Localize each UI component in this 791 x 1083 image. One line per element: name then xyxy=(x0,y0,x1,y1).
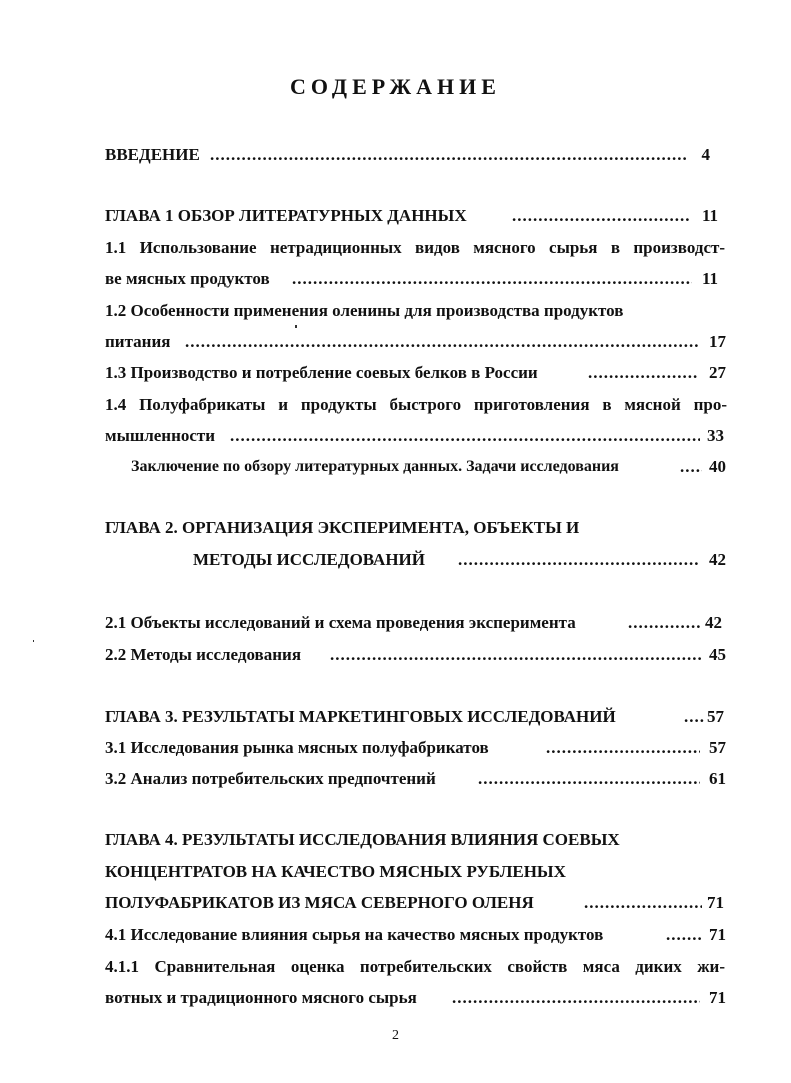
toc-leader xyxy=(452,987,700,1009)
toc-entry-3-1: 3.1 Исследования рынка мясных полуфабрикатов xyxy=(105,738,489,757)
toc-leader xyxy=(588,362,698,384)
toc-leader xyxy=(330,644,702,666)
toc-leader xyxy=(512,205,690,227)
toc-entry-chapter-2-line1: ГЛАВА 2. ОРГАНИЗАЦИЯ ЭКСПЕРИМЕНТА, ОБЪЕКТЫ И xyxy=(105,518,580,537)
toc-entry-1-2-line1: 1.2 Особенности применения оленины для производства продуктов xyxy=(105,301,624,320)
toc-entry-chapter-4-line1: ГЛАВА 4. РЕЗУЛЬТАТЫ ИССЛЕДОВАНИЯ ВЛИЯНИЯ СОЕВЫХ xyxy=(105,830,620,849)
toc-page-number: 71 xyxy=(709,988,726,1007)
toc-entry-2-2: 2.2 Методы исследования xyxy=(105,645,302,664)
toc-entry-4-1-1-line2: вотных и традиционного мясного сырья xyxy=(105,988,417,1007)
toc-leader xyxy=(680,456,702,478)
toc-entry-1-4-line1: 1.4 Полуфабрикаты и продукты быстрого приготовления в мясной про- xyxy=(105,395,727,414)
toc-entry-introduction: ВВЕДЕНИЕ xyxy=(105,145,200,164)
toc-leader xyxy=(230,425,700,447)
toc-entry-4-1: 4.1 Исследование влияния сырья на качество мясных продуктов xyxy=(105,925,604,944)
scan-speck xyxy=(295,325,297,328)
toc-page-number: 61 xyxy=(709,769,726,788)
toc-leader xyxy=(210,144,688,166)
toc-entry-4-1-1-line1: 4.1.1 Сравнительная оценка потребительских свойств мяса диких жи- xyxy=(105,957,725,976)
toc-page-number: 45 xyxy=(709,645,726,664)
toc-page-number: 42 xyxy=(709,550,726,569)
toc-page-number: 33 xyxy=(707,426,724,445)
toc-page-number: 11 xyxy=(701,206,718,225)
toc-entry-chapter-4-line2: КОНЦЕНТРАТОВ НА КАЧЕСТВО МЯСНЫХ РУБЛЕНЫХ xyxy=(105,862,566,881)
toc-page-number: 42 xyxy=(705,613,722,632)
toc-leader xyxy=(584,892,702,914)
toc-entry-chapter-1: ГЛАВА 1 ОБЗОР ЛИТЕРАТУРНЫХ ДАННЫХ xyxy=(105,206,467,225)
scan-speck xyxy=(33,640,34,642)
toc-leader xyxy=(292,268,692,290)
toc-entry-chapter-4-line3: ПОЛУФАБРИКАТОВ ИЗ МЯСА СЕВЕРНОГО ОЛЕНЯ xyxy=(105,893,534,912)
page-title: СОДЕРЖАНИЕ xyxy=(290,74,501,99)
toc-leader xyxy=(185,331,700,353)
toc-page-number: 40 xyxy=(709,457,726,476)
toc-page-number: 4 xyxy=(701,145,710,164)
toc-page-number: 27 xyxy=(709,363,726,382)
toc-leader xyxy=(666,924,702,946)
toc-page-number: 71 xyxy=(707,893,724,912)
toc-page-number: 11 xyxy=(701,269,718,288)
toc-page-number: 57 xyxy=(707,707,724,726)
toc-entry-2-1: 2.1 Объекты исследований и схема проведения эксперимента xyxy=(105,613,576,632)
toc-leader xyxy=(546,737,700,759)
toc-entry-1-2-line2: питания xyxy=(105,332,171,351)
toc-page-number: 71 xyxy=(709,925,726,944)
toc-entry-1-1-line2: ве мясных продуктов xyxy=(105,269,270,288)
toc-leader xyxy=(458,549,700,571)
toc-entry-chapter-3: ГЛАВА 3. РЕЗУЛЬТАТЫ МАРКЕТИНГОВЫХ ИССЛЕДОВАНИЙ xyxy=(105,707,616,726)
toc-entry-1-4-line2: мышленности xyxy=(105,426,216,445)
toc-entry-1-1-line1: 1.1 Использование нетрадиционных видов мясного сырья в производст- xyxy=(105,238,725,257)
toc-entry-3-2: 3.2 Анализ потребительских предпочтений xyxy=(105,769,436,788)
toc-entry-chapter-2-line2: МЕТОДЫ ИССЛЕДОВАНИЙ xyxy=(193,550,426,569)
toc-leader xyxy=(628,612,700,634)
toc-entry-conclusion: Заключение по обзору литературных данных. Задачи исследования xyxy=(131,458,619,475)
toc-page-number: 57 xyxy=(709,738,726,757)
toc-leader xyxy=(478,768,700,790)
toc-entry-1-3: 1.3 Производство и потребление соевых белков в России xyxy=(105,363,538,382)
toc-leader xyxy=(684,706,704,728)
page-number-footer: 2 xyxy=(392,1028,399,1043)
toc-page-number: 17 xyxy=(709,332,726,351)
